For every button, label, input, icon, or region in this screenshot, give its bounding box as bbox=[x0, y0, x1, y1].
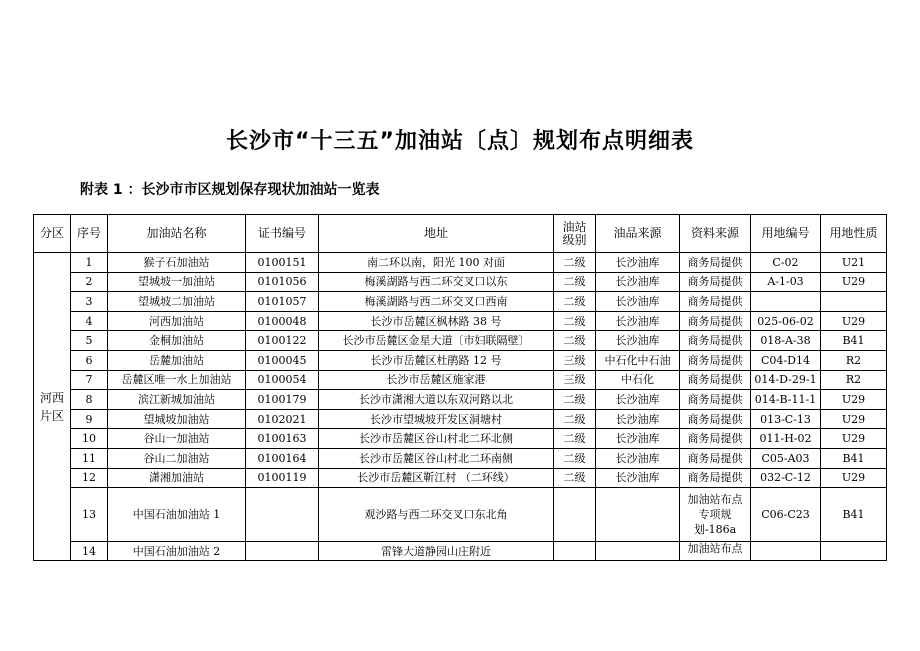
cell-cert: 0101057 bbox=[246, 292, 319, 312]
cell-level: 二级 bbox=[554, 409, 596, 429]
cell-oil-source bbox=[596, 542, 680, 561]
cell-oil-source: 长沙油库 bbox=[596, 409, 680, 429]
cell-oil-source: 长沙油库 bbox=[596, 429, 680, 449]
cell-name: 中国石油加油站 2 bbox=[108, 542, 246, 561]
cell-oil-source: 长沙油库 bbox=[596, 331, 680, 351]
cell-info-source: 商务局提供 bbox=[680, 253, 751, 273]
cell-info-source: 商务局提供 bbox=[680, 272, 751, 292]
table-row bbox=[34, 488, 887, 542]
header-address: 地址 bbox=[319, 215, 554, 253]
district-cell: 河西片区 bbox=[34, 253, 71, 561]
cell-info-source: 商务局提供 bbox=[680, 292, 751, 312]
cell-no: 7 bbox=[71, 370, 108, 390]
cell-address: 长沙市潇湘大道以东双河路以北 bbox=[319, 390, 554, 410]
cell-oil-source: 中石化中石油 bbox=[596, 350, 680, 370]
cell-address: 长沙市望城坡开发区洞塘村 bbox=[319, 409, 554, 429]
cell-land-no: 013-C-13 bbox=[751, 409, 821, 429]
cell-no: 14 bbox=[71, 542, 108, 561]
cell-level: 二级 bbox=[554, 331, 596, 351]
cell-info-source: 商务局提供 bbox=[680, 331, 751, 351]
cell-name: 谷山二加油站 bbox=[108, 448, 246, 468]
cell-info-source: 商务局提供 bbox=[680, 311, 751, 331]
cell-oil-source bbox=[596, 488, 680, 542]
cell-no: 8 bbox=[71, 390, 108, 410]
cell-cert: 0100122 bbox=[246, 331, 319, 351]
cell-info-source: 商务局提供 bbox=[680, 409, 751, 429]
cell-level: 二级 bbox=[554, 390, 596, 410]
cell-name: 金桐加油站 bbox=[108, 331, 246, 351]
header-district: 分区 bbox=[34, 215, 71, 253]
table-row bbox=[34, 292, 887, 312]
cell-land-type bbox=[821, 542, 887, 561]
cell-address: 长沙市岳麓区金星大道〔市妇联隔壁〕 bbox=[319, 331, 554, 351]
cell-land-type: U29 bbox=[821, 468, 887, 488]
table-row bbox=[34, 350, 887, 370]
cell-address: 长沙市岳麓区靳江村 （二环线） bbox=[319, 468, 554, 488]
cell-no: 4 bbox=[71, 311, 108, 331]
cell-land-no: C04-D14 bbox=[751, 350, 821, 370]
table-row bbox=[34, 370, 887, 390]
cell-level: 二级 bbox=[554, 253, 596, 273]
cell-oil-source: 长沙油库 bbox=[596, 468, 680, 488]
header-name: 加油站名称 bbox=[108, 215, 246, 253]
cell-land-type: R2 bbox=[821, 350, 887, 370]
cell-no: 2 bbox=[71, 272, 108, 292]
cell-no: 3 bbox=[71, 292, 108, 312]
table-row bbox=[34, 272, 887, 292]
cell-land-no bbox=[751, 292, 821, 312]
cell-land-type: U29 bbox=[821, 390, 887, 410]
cell-land-no: 011-H-02 bbox=[751, 429, 821, 449]
cell-address: 长沙市岳麓区枫林路 38 号 bbox=[319, 311, 554, 331]
cell-cert: 0100054 bbox=[246, 370, 319, 390]
cell-level bbox=[554, 488, 596, 542]
cell-name: 滨江新城加油站 bbox=[108, 390, 246, 410]
cell-name: 望城坡二加油站 bbox=[108, 292, 246, 312]
cell-level: 二级 bbox=[554, 429, 596, 449]
cell-level: 三级 bbox=[554, 350, 596, 370]
cell-no: 9 bbox=[71, 409, 108, 429]
cell-land-type: U29 bbox=[821, 311, 887, 331]
cell-oil-source: 中石化 bbox=[596, 370, 680, 390]
cell-land-no: C05-A03 bbox=[751, 448, 821, 468]
header-land-type: 用地性质 bbox=[821, 215, 887, 253]
cell-land-no: C-02 bbox=[751, 253, 821, 273]
cell-cert: 0100045 bbox=[246, 350, 319, 370]
table-row bbox=[34, 429, 887, 449]
cell-land-type bbox=[821, 292, 887, 312]
cell-cert: 0100119 bbox=[246, 468, 319, 488]
cell-address: 梅溪湖路与西二环交叉口以东 bbox=[319, 272, 554, 292]
cell-oil-source: 长沙油库 bbox=[596, 292, 680, 312]
cell-cert bbox=[246, 488, 319, 542]
cell-name: 猴子石加油站 bbox=[108, 253, 246, 273]
cell-address: 梅溪湖路与西二环交叉口西南 bbox=[319, 292, 554, 312]
cell-level bbox=[554, 542, 596, 561]
cell-address: 长沙市岳麓区杜鹃路 12 号 bbox=[319, 350, 554, 370]
cell-no: 12 bbox=[71, 468, 108, 488]
cell-address: 雷锋大道静园山庄附近 bbox=[319, 542, 554, 561]
cell-oil-source: 长沙油库 bbox=[596, 253, 680, 273]
header-land-no: 用地编号 bbox=[751, 215, 821, 253]
cell-land-type: R2 bbox=[821, 370, 887, 390]
cell-land-no: 014-B-11-1 bbox=[751, 390, 821, 410]
cell-level: 二级 bbox=[554, 272, 596, 292]
cell-name: 望城坡加油站 bbox=[108, 409, 246, 429]
cell-cert: 0100163 bbox=[246, 429, 319, 449]
cell-no: 5 bbox=[71, 331, 108, 351]
cell-address: 南二环以南，阳光 100 对面 bbox=[319, 253, 554, 273]
cell-cert: 0100164 bbox=[246, 448, 319, 468]
header-info-source: 资料来源 bbox=[680, 215, 751, 253]
cell-info-source: 商务局提供 bbox=[680, 350, 751, 370]
cell-cert: 0100151 bbox=[246, 253, 319, 273]
cell-land-type: B41 bbox=[821, 331, 887, 351]
cell-land-type: B41 bbox=[821, 448, 887, 468]
table-row bbox=[34, 331, 887, 351]
cell-info-source: 加油站布点 bbox=[680, 542, 751, 561]
header-oil-source: 油品来源 bbox=[596, 215, 680, 253]
cell-oil-source: 长沙油库 bbox=[596, 311, 680, 331]
cell-land-type: U29 bbox=[821, 429, 887, 449]
cell-level: 二级 bbox=[554, 448, 596, 468]
cell-land-type: U29 bbox=[821, 272, 887, 292]
cell-no: 1 bbox=[71, 253, 108, 273]
table-caption: 附表 1 ：长沙市市区规划保存现状加油站一览表 bbox=[80, 182, 380, 198]
cell-level: 二级 bbox=[554, 311, 596, 331]
table-row bbox=[34, 542, 887, 561]
cell-no: 10 bbox=[71, 429, 108, 449]
header-no: 序号 bbox=[71, 215, 108, 253]
cell-name: 岳麓区唯一水上加油站 bbox=[108, 370, 246, 390]
cell-land-no: A-1-03 bbox=[751, 272, 821, 292]
cell-land-no: 014-D-29-1 bbox=[751, 370, 821, 390]
cell-no: 6 bbox=[71, 350, 108, 370]
cell-name: 谷山一加油站 bbox=[108, 429, 246, 449]
cell-land-no bbox=[751, 542, 821, 561]
cell-name: 岳麓加油站 bbox=[108, 350, 246, 370]
cell-address: 观沙路与西二环交叉口东北角 bbox=[319, 488, 554, 542]
cell-address: 长沙市岳麓区谷山村北二环北侧 bbox=[319, 429, 554, 449]
cell-land-type: B41 bbox=[821, 488, 887, 542]
header-level: 油站级别 bbox=[554, 215, 596, 253]
cell-address: 长沙市岳麓区施家港 bbox=[319, 370, 554, 390]
cell-address: 长沙市岳麓区谷山村北二环南侧 bbox=[319, 448, 554, 468]
cell-info-source: 商务局提供 bbox=[680, 390, 751, 410]
cell-name: 潇湘加油站 bbox=[108, 468, 246, 488]
cell-land-no: 018-A-38 bbox=[751, 331, 821, 351]
document-title: 长沙市“十三五”加油站〔点〕规划布点明细表 bbox=[226, 129, 694, 154]
cell-cert: 0102021 bbox=[246, 409, 319, 429]
cell-level: 二级 bbox=[554, 468, 596, 488]
cell-cert: 0100179 bbox=[246, 390, 319, 410]
cell-info-source: 加油站布点专项规划-186a bbox=[680, 488, 751, 542]
table-header-row bbox=[34, 215, 887, 253]
cell-info-source: 商务局提供 bbox=[680, 448, 751, 468]
cell-oil-source: 长沙油库 bbox=[596, 448, 680, 468]
table-row bbox=[34, 409, 887, 429]
table-row bbox=[34, 448, 887, 468]
cell-oil-source: 长沙油库 bbox=[596, 390, 680, 410]
table-row bbox=[34, 253, 887, 273]
table-row bbox=[34, 468, 887, 488]
cell-cert: 0101056 bbox=[246, 272, 319, 292]
cell-oil-source: 长沙油库 bbox=[596, 272, 680, 292]
cell-info-source: 商务局提供 bbox=[680, 429, 751, 449]
cell-info-source: 商务局提供 bbox=[680, 370, 751, 390]
cell-name: 望城坡一加油站 bbox=[108, 272, 246, 292]
cell-info-source: 商务局提供 bbox=[680, 468, 751, 488]
cell-land-type: U21 bbox=[821, 253, 887, 273]
cell-land-type: U29 bbox=[821, 409, 887, 429]
cell-no: 11 bbox=[71, 448, 108, 468]
header-cert: 证书编号 bbox=[246, 215, 319, 253]
cell-name: 中国石油加油站 1 bbox=[108, 488, 246, 542]
cell-land-no: C06-C23 bbox=[751, 488, 821, 542]
table-row bbox=[34, 390, 887, 410]
cell-no: 13 bbox=[71, 488, 108, 542]
cell-land-no: 032-C-12 bbox=[751, 468, 821, 488]
cell-level: 三级 bbox=[554, 370, 596, 390]
cell-level: 二级 bbox=[554, 292, 596, 312]
cell-cert bbox=[246, 542, 319, 561]
cell-cert: 0100048 bbox=[246, 311, 319, 331]
cell-name: 河西加油站 bbox=[108, 311, 246, 331]
table-row bbox=[34, 311, 887, 331]
gas-station-table bbox=[33, 214, 887, 561]
cell-land-no: 025-06-02 bbox=[751, 311, 821, 331]
